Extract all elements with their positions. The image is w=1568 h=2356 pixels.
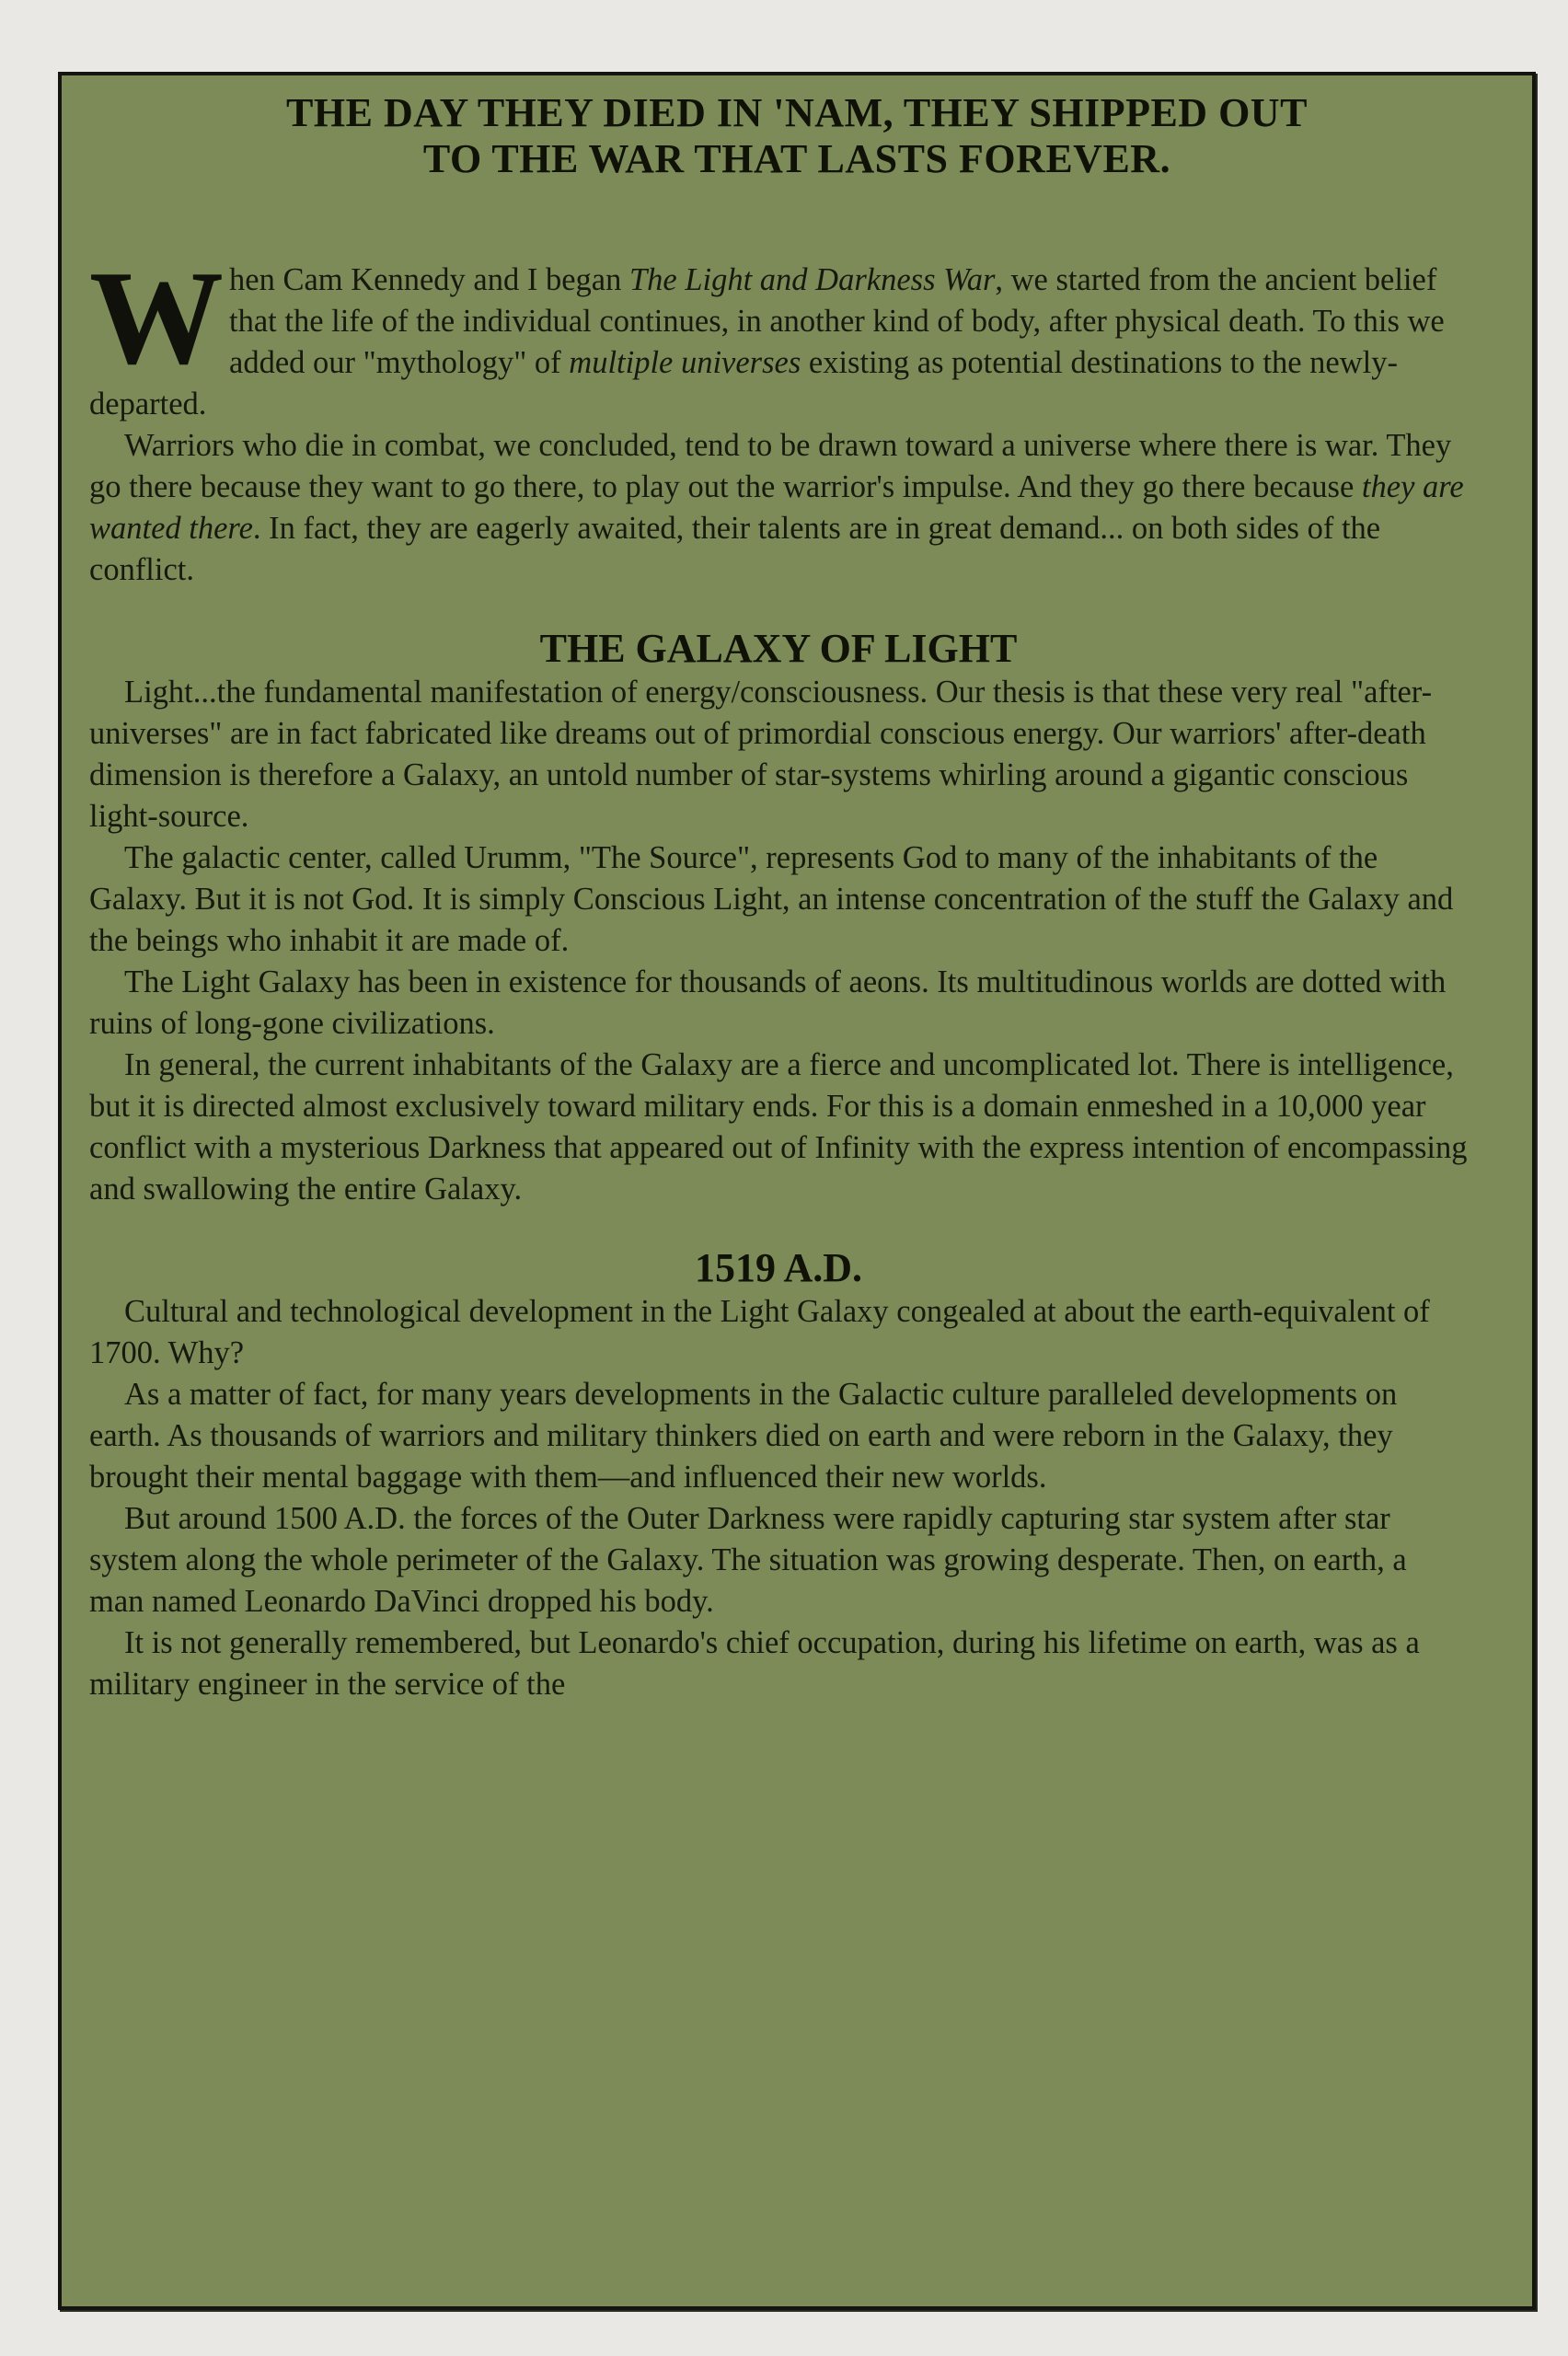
intro-p2-c: . In fact, they are eagerly awaited, their talents are in great demand... on both sides of the conflict. [89, 511, 1381, 587]
intro-p1-a: hen Cam Kennedy and I began [229, 262, 629, 297]
article-body [89, 243, 1468, 1705]
article-panel [58, 72, 1536, 2310]
headline-line-1: THE DAY THEY DIED IN 'NAM, THEY SHIPPED OUT [286, 90, 1308, 135]
galaxy-paragraph: The galactic center, called Urumm, "The Source", represents God to many of the inhabitants of the Galaxy. But it is not God. It is simply Conscious Light, an intense concentration of the stuff the Galaxy and the beings who inhabit it are made of. [89, 840, 1454, 958]
ad1519-paragraph: Cultural and technological development in the Light Galaxy congealed at about the earth-equivalent of 1700. Why? [89, 1294, 1430, 1370]
intro-p2-emphasis: they are wanted there [89, 469, 1464, 546]
intro-p1-e: existing as potential destinations to the newly-departed. [89, 345, 1398, 422]
headline-line-2: TO THE WAR THAT LASTS FOREVER. [422, 136, 1171, 181]
galaxy-paragraph: The Light Galaxy has been in existence for thousands of aeons. Its multitudinous worlds are dotted with ruins of long-gone civilizations. [89, 964, 1447, 1041]
ad1519-paragraph: As a matter of fact, for many years developments in the Galactic culture paralleled developments on earth. As thousands of warriors and military thinkers died on earth and were reborn in the Galaxy, they brought their mental baggage with them—and influenced their new worlds. [89, 1377, 1398, 1495]
intro-p2-a: Warriors who die in combat, we concluded, tend to be drawn toward a universe where there is war. They go there because they want to go there, to play out the warrior's impulse. And they go there because [89, 428, 1452, 504]
headline [62, 90, 1532, 182]
intro-p1-title: The Light and Darkness War [628, 262, 996, 297]
intro-p1-c: , we started from the ancient belief that the life of the individual continues, in another kind of body, after physical death. To this we added our "mythology" of [229, 262, 1445, 380]
intro-paragraph-2 [89, 425, 1468, 591]
ad1519-paragraph: It is not generally remembered, but Leonardo's chief occupation, during his lifetime on earth, was as a military engineer in the service of the [89, 1625, 1420, 1702]
galaxy-paragraph: Light...the fundamental manifestation of energy/consciousness. Our thesis is that these very real "after-universes" are in fact fabricated like dreams out of primordial conscious energy. Our warriors' after-death dimension is therefore a Galaxy, an untold number of star-systems whirling around a gigantic conscious light-source. [89, 675, 1433, 834]
intro-paragraph-1 [89, 243, 1468, 425]
section-title-galaxy-of-light: THE GALAXY OF LIGHT [539, 626, 1018, 671]
section-title-1519-ad: 1519 A.D. [694, 1245, 863, 1290]
ad1519-paragraph: But around 1500 A.D. the forces of the Outer Darkness were rapidly capturing star system after star system along the whole perimeter of the Galaxy. The situation was growing desperate. Then, on earth, a man named Leonardo DaVinci dropped his body. [89, 1501, 1407, 1619]
intro-p1-emphasis: multiple universes [569, 345, 801, 380]
drop-cap: W [89, 243, 224, 392]
galaxy-paragraph: In general, the current inhabitants of the Galaxy are a fierce and uncomplicated lot. There is intelligence, but it is directed almost exclusively toward military ends. For this is a domain enmeshed in a 10,000 year conflict with a mysterious Darkness that appeared out of Infinity with the express intention of encompassing and swallowing the entire Galaxy. [89, 1047, 1468, 1207]
